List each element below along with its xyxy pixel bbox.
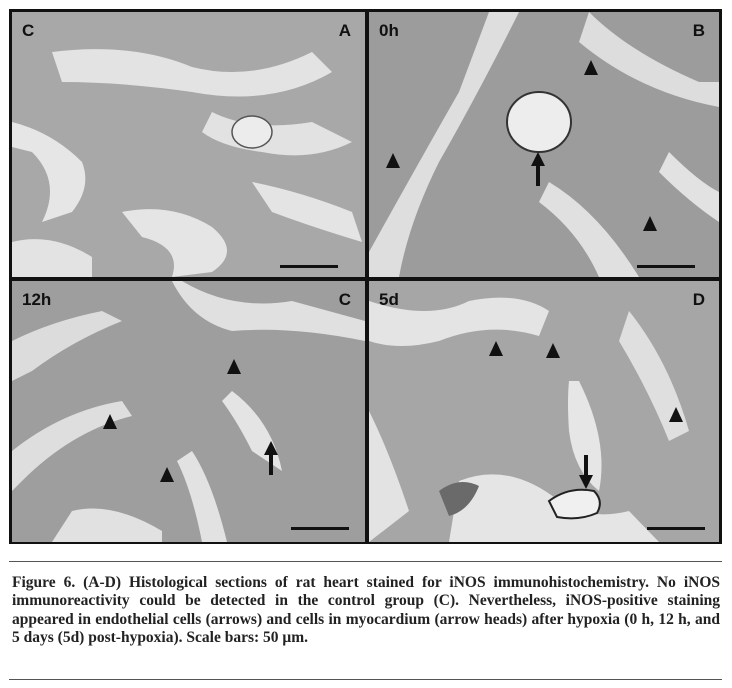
arrow-c — [264, 441, 278, 475]
panel-c — [12, 281, 365, 542]
panel-d — [369, 281, 719, 542]
arrowhead-d2 — [546, 343, 560, 358]
arrowhead-d1 — [489, 341, 503, 356]
arrowhead-b1 — [584, 60, 598, 75]
condition-label-c: 12h — [22, 290, 52, 309]
scale-bar-a — [280, 265, 338, 268]
figure-caption: Figure 6. (A-D) Histological sections of rat heart stained for iNOS immunohistochemistry. No iNOS immunoreactivity could be detected in the control group (C). Nevertheless, iNOS-positive staining appeared in endothelial cells (arrows) and cells in myocardium (arrow heads) after hypoxia (0 h, 12 h, and 5 days (5d) post-hypoxia). Scale bars: 50 μm. — [12, 574, 720, 646]
panel-letter-d: D — [692, 290, 705, 309]
arrow-b — [531, 152, 545, 186]
scale-bar-d — [647, 527, 705, 530]
arrowhead-b3 — [643, 216, 657, 231]
condition-label-d: 5d — [379, 290, 399, 309]
panel-letter-c: C — [338, 290, 351, 309]
arrowhead-c3 — [160, 467, 174, 482]
panel-a — [12, 12, 365, 277]
panel-letter-b: B — [692, 21, 705, 40]
panel-letter-a: A — [338, 21, 351, 40]
arrowhead-d3 — [669, 407, 683, 422]
arrowhead-b2 — [386, 153, 400, 168]
arrow-d — [579, 455, 593, 489]
figure-frame — [9, 9, 722, 544]
micrograph-b — [369, 12, 719, 277]
scale-bar-b — [637, 265, 695, 268]
arrowhead-c2 — [103, 414, 117, 429]
condition-label-b: 0h — [379, 21, 399, 40]
scale-bar-c — [291, 527, 349, 530]
condition-label-a: C — [22, 21, 35, 40]
caption-top-rule — [9, 561, 722, 562]
micrograph-c — [12, 281, 365, 542]
arrowhead-c1 — [227, 359, 241, 374]
micrograph-a — [12, 12, 365, 277]
panel-b — [369, 12, 719, 277]
micrograph-d — [369, 281, 719, 542]
caption-bottom-rule — [9, 679, 722, 680]
